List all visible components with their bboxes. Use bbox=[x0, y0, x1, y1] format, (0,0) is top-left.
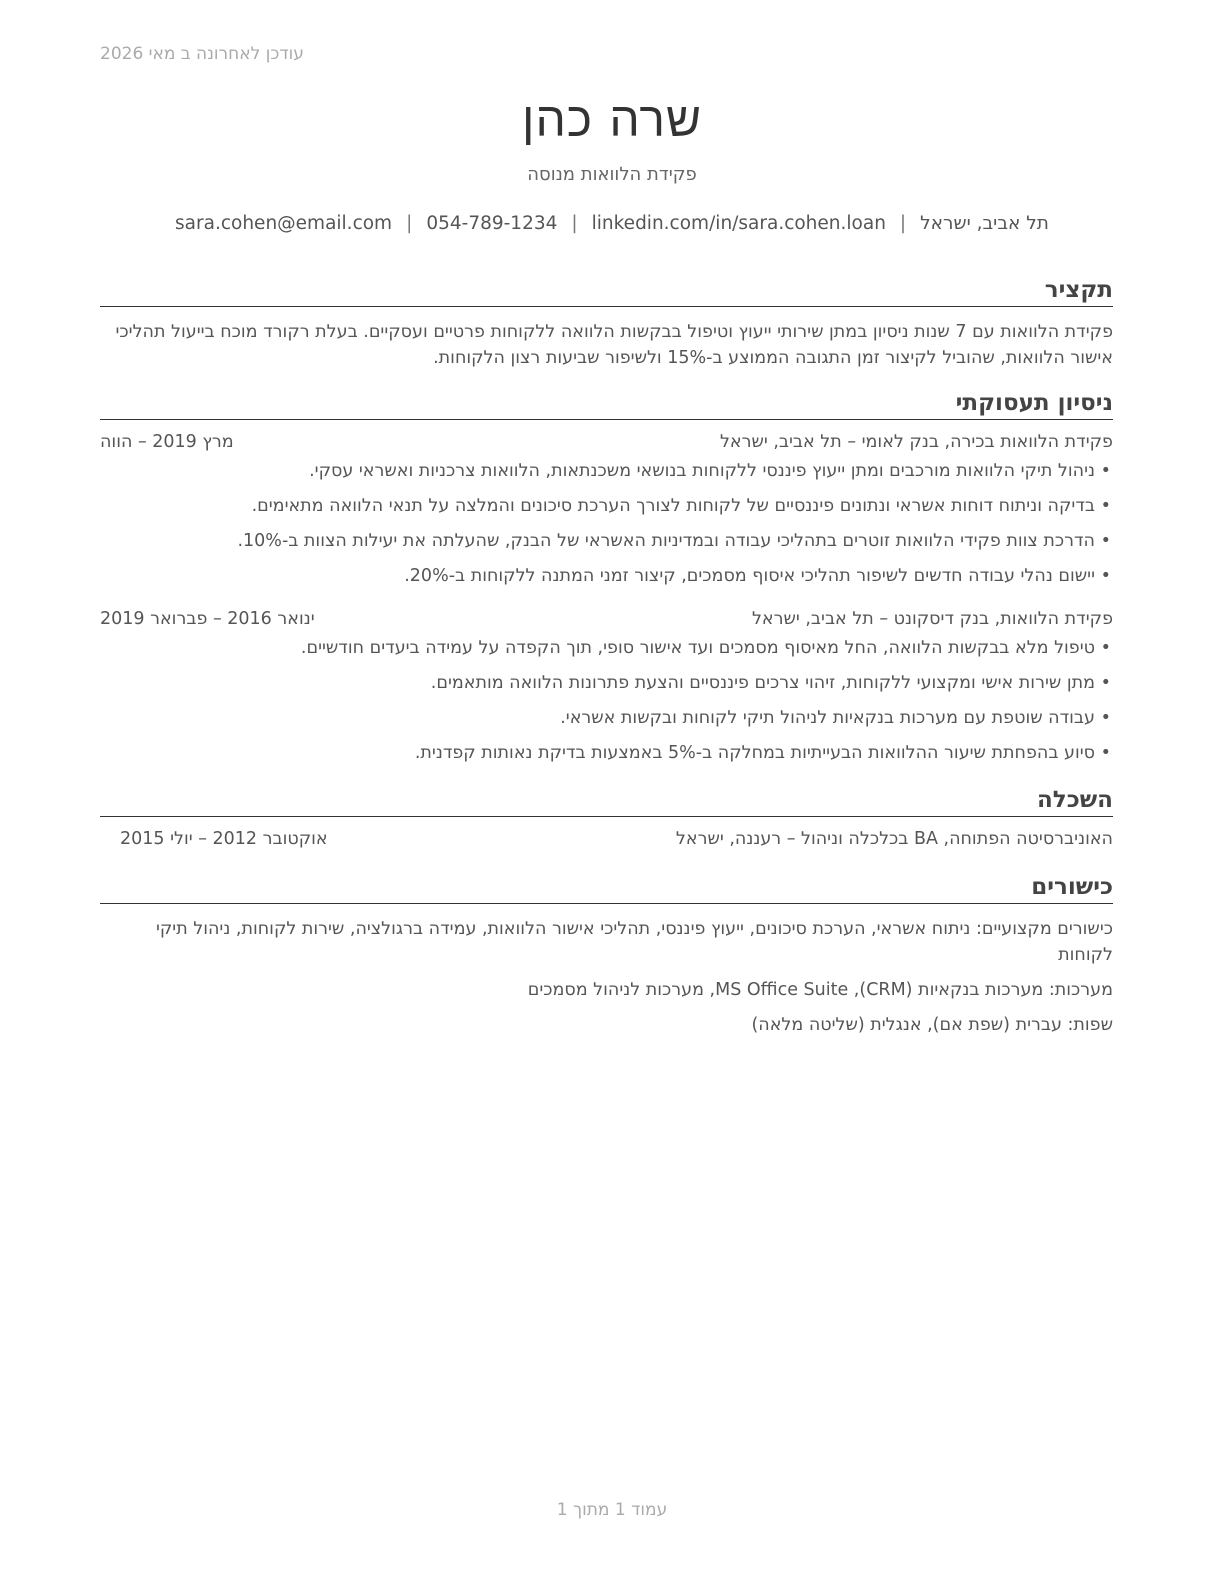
job-bullet bbox=[100, 635, 1113, 661]
resume-body bbox=[100, 276, 1113, 1047]
skills-systems: מערכות: מערכות בנקאיות (CRM), MS Office Suite, מערכות לניהול מסמכים bbox=[527, 980, 1113, 1000]
bullet-icon: • bbox=[1100, 708, 1111, 728]
contact-location: תל אביב, ישראל bbox=[920, 213, 1049, 234]
bullet-icon: • bbox=[1100, 461, 1111, 481]
job-bullet bbox=[100, 528, 1113, 554]
skills-languages: שפות: עברית (שפת אם), אנגלית (שליטה מלאה) bbox=[751, 1015, 1113, 1035]
bullet-icon: • bbox=[1100, 531, 1111, 551]
education-dates: אוקטובר 2012 – יולי 2015 bbox=[120, 829, 328, 849]
skills-professional: כישורים מקצועיים: ניתוח אשראי, הערכת סיכונים, ייעוץ פיננסי, תהליכי אישור הלוואות, עמידה ברגולציה, שירות לקוחות, ניהול תיקי לקוחות bbox=[155, 919, 1113, 965]
education-entry bbox=[100, 829, 1113, 855]
bullet-icon: • bbox=[1100, 673, 1111, 693]
bullet-text: הדרכת צוות פקידי הלוואות זוטרים בתהליכי עבודה ובמדיניות האשראי של הבנק, שהעלתה את יעילות הצוות ב-10%. bbox=[237, 531, 1095, 551]
summary-heading: תקציר bbox=[100, 276, 1113, 307]
job-dates: מרץ 2019 – הווה bbox=[100, 432, 234, 452]
job-bullet bbox=[100, 705, 1113, 731]
bullet-icon: • bbox=[1100, 496, 1111, 516]
job-bullet bbox=[100, 563, 1113, 589]
job-bullet bbox=[100, 670, 1113, 696]
contact-line bbox=[0, 213, 1224, 234]
education-degree: האוניברסיטה הפתוחה, BA בכלכלה וניהול – רעננה, ישראל bbox=[675, 829, 1113, 849]
bullet-text: יישום נהלי עבודה חדשים לשיפור תהליכי איסוף מסמכים, קיצור זמני המתנה ללקוחות ב-20%. bbox=[404, 566, 1095, 586]
job-entry bbox=[100, 609, 1113, 766]
education-section bbox=[100, 786, 1113, 855]
job-header bbox=[100, 432, 1113, 458]
bullet-text: עבודה שוטפת עם מערכות בנקאיות לניהול תיקי לקוחות ובקשות אשראי. bbox=[560, 708, 1095, 728]
job-dates: ינואר 2016 – פברואר 2019 bbox=[100, 609, 315, 629]
job-header bbox=[100, 609, 1113, 635]
job-bullets bbox=[100, 458, 1113, 589]
candidate-title: פקידת הלוואות מנוסה bbox=[527, 164, 697, 185]
contact-phone[interactable]: 054-789-1234 bbox=[426, 213, 558, 234]
bullet-text: ניהול תיקי הלוואות מורכבים ומתן ייעוץ פיננסי ללקוחות בנושאי משכנתאות, הלוואות צרכניות ואשראי עסקי. bbox=[309, 461, 1095, 481]
contact-separator: | bbox=[571, 213, 578, 234]
resume-header bbox=[0, 90, 1224, 234]
candidate-name: שרה כהן bbox=[521, 92, 702, 148]
contact-separator: | bbox=[899, 213, 907, 234]
bullet-text: סיוע בהפחתת שיעור ההלוואות הבעייתיות במחלקה ב-5% באמצעות בדיקת נאותות קפדנית. bbox=[414, 743, 1095, 763]
last-updated-note: עודכן לאחרונה ב מאי 2026 bbox=[100, 44, 304, 64]
job-bullet bbox=[100, 493, 1113, 519]
bullet-icon: • bbox=[1100, 638, 1111, 658]
bullet-icon: • bbox=[1100, 743, 1111, 763]
summary-section bbox=[100, 276, 1113, 371]
bullet-text: מתן שירות אישי ומקצועי ללקוחות, זיהוי צרכים פיננסיים והצעת פתרונות הלוואה מותאמים. bbox=[430, 673, 1095, 693]
skills-heading: כישורים bbox=[100, 873, 1113, 904]
summary-text: פקידת הלוואות עם 7 שנות ניסיון במתן שירותי ייעוץ וטיפול בבקשות הלוואה ללקוחות פרטיים ועסקיים. בעלת רקורד מוכח בייעול תהליכי אישור הלוואות, שהוביל לקיצור זמן התגובה הממוצע ב-15% ולשיפור שביעות רצון הלקוחות. bbox=[115, 322, 1113, 368]
contact-separator: | bbox=[406, 213, 413, 234]
job-role: פקידת הלוואות, בנק דיסקונט – תל אביב, ישראל bbox=[751, 609, 1113, 629]
skills-section bbox=[100, 873, 1113, 1038]
education-heading: השכלה bbox=[100, 786, 1113, 817]
job-entry bbox=[100, 432, 1113, 589]
job-bullet bbox=[100, 458, 1113, 484]
experience-heading: ניסיון תעסוקתי bbox=[100, 389, 1113, 420]
job-role: פקידת הלוואות בכירה, בנק לאומי – תל אביב, ישראל bbox=[719, 432, 1113, 452]
page-number-footer: עמוד 1 מתוך 1 bbox=[556, 1500, 668, 1520]
bullet-text: בדיקה וניתוח דוחות אשראי ונתונים פיננסיים של לקוחות לצורך הערכת סיכונים והמלצה על תנאי הלוואה מתאימים. bbox=[251, 496, 1095, 516]
contact-linkedin[interactable]: linkedin.com/in/sara.cohen.loan bbox=[591, 213, 886, 234]
job-bullet bbox=[100, 740, 1113, 766]
job-bullets bbox=[100, 635, 1113, 766]
contact-email[interactable]: sara.cohen@email.com bbox=[175, 213, 393, 234]
bullet-icon: • bbox=[1100, 566, 1111, 586]
experience-section bbox=[100, 389, 1113, 766]
bullet-text: טיפול מלא בבקשות הלוואה, החל מאיסוף מסמכים ועד אישור סופי, תוך הקפדה על עמידה ביעדים חודשיים. bbox=[300, 638, 1095, 658]
